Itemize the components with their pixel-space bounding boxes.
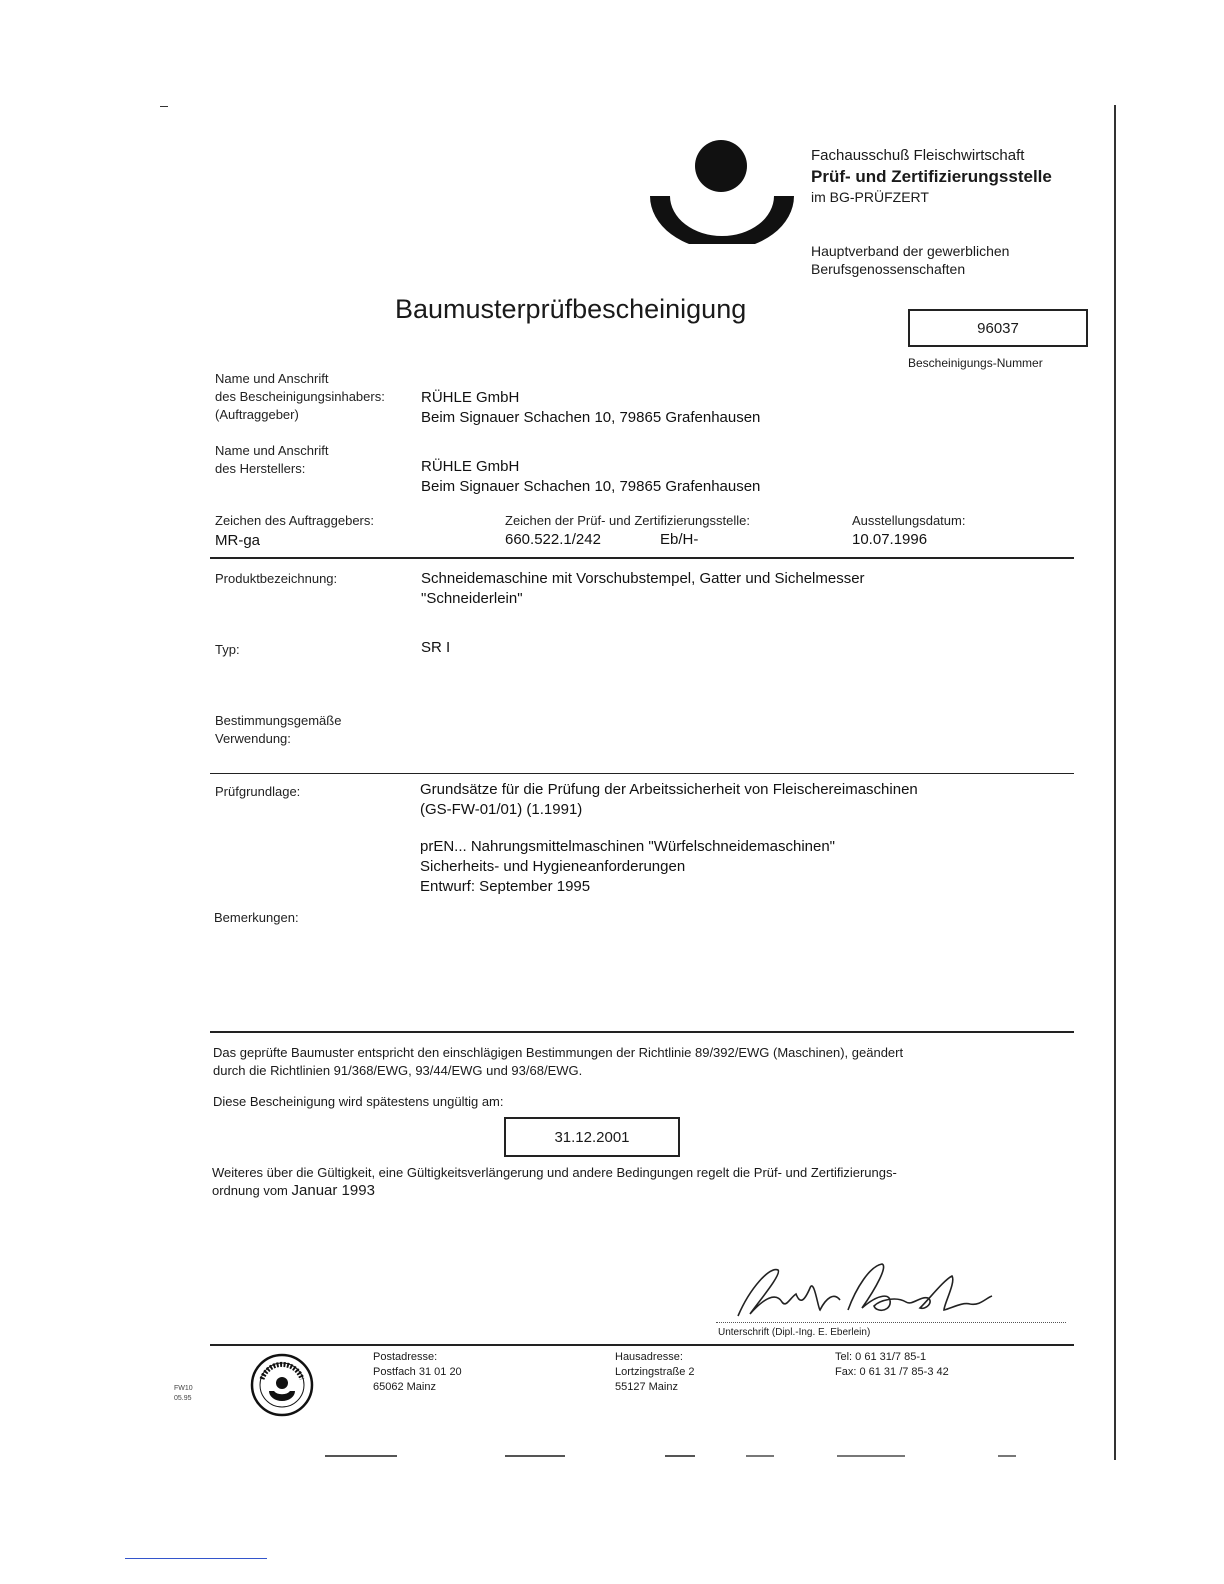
scan-dash-3 — [665, 1455, 695, 1457]
manufacturer-label — [215, 442, 328, 478]
issue-date-label: Ausstellungsdatum: — [852, 513, 966, 528]
corner-mark — [160, 106, 168, 107]
scan-dash-2 — [505, 1455, 565, 1457]
page-border-right — [1114, 105, 1116, 1460]
product-value — [421, 569, 865, 609]
manufacturer-name: RÜHLE GmbH — [421, 458, 520, 475]
form-code — [174, 1384, 193, 1404]
conformity-line1: Das geprüfte Baumuster entspricht den einschlägigen Bestimmungen der Richtlinie 89/392/EWG (Maschinen), geändert — [213, 1045, 904, 1060]
basis-line5: Entwurf: September 1995 — [420, 878, 591, 895]
form-code-line1: FW10 — [174, 1385, 193, 1392]
signature-line — [716, 1322, 1066, 1323]
validity-note-line2a: ordnung vom — [212, 1183, 288, 1198]
validity-date: 31.12.2001 — [554, 1128, 630, 1146]
house-line2: 55127 Mainz — [615, 1381, 678, 1393]
use-label-line1: Bestimmungsgemäße — [215, 713, 342, 728]
type-label: Typ: — [215, 642, 240, 657]
basis-value — [420, 780, 918, 897]
postal-line2: 65062 Mainz — [373, 1381, 436, 1393]
header-org — [811, 146, 1052, 206]
org-line1: Fachausschuß Fleischwirtschaft — [811, 147, 1025, 164]
manufacturer-label-line1: Name und Anschrift — [215, 443, 329, 458]
product-line2: "Schneiderlein" — [421, 590, 523, 607]
validity-note — [212, 1164, 1072, 1200]
client-ref-label: Zeichen des Auftraggebers: — [215, 513, 374, 528]
scan-dash-4 — [746, 1455, 774, 1457]
holder-name: RÜHLE GmbH — [421, 389, 520, 406]
validity-date-box — [504, 1117, 680, 1157]
manufacturer-label-line2: des Herstellers: — [215, 461, 306, 476]
office-ref-label: Zeichen der Prüf- und Zertifizierungsstelle: — [505, 513, 750, 528]
contact — [835, 1350, 949, 1380]
issue-date-value: 10.07.1996 — [852, 531, 928, 548]
org-line3: im BG-PRÜFZERT — [811, 189, 929, 205]
divider-3 — [210, 1031, 1074, 1033]
holder-label-line1: Name und Anschrift — [215, 371, 329, 386]
office-ref-value: 660.522.1/242 — [505, 531, 601, 548]
holder-label-line2: des Bescheinigungsinhabers: — [215, 389, 385, 404]
holder-label — [215, 370, 385, 424]
assoc-line1: Hauptverband der gewerblichen — [811, 243, 1010, 259]
fax: Fax: 0 61 31 /7 85-3 42 — [835, 1366, 949, 1378]
holder-label-line3: (Auftraggeber) — [215, 407, 299, 422]
divider-1 — [210, 557, 1074, 559]
use-label — [215, 712, 341, 748]
basis-line4: Sicherheits- und Hygieneanforderungen — [420, 858, 686, 875]
manufacturer-value — [421, 457, 760, 497]
conformity-line2: durch die Richtlinien 91/368/EWG, 93/44/EWG und 93/68/EWG. — [213, 1063, 583, 1078]
basis-line3: prEN... Nahrungsmittelmaschinen "Würfelschneidemaschinen" — [420, 838, 835, 855]
remarks-label: Bemerkungen: — [214, 910, 299, 925]
office-ref-suffix: Eb/H- — [660, 531, 699, 548]
basis-line2: (GS-FW-01/01) (1.1991) — [420, 801, 583, 818]
form-code-line2: 05.95 — [174, 1395, 192, 1402]
house-line1: Lortzingstraße 2 — [615, 1366, 695, 1378]
bg-pruefzert-seal — [250, 1353, 314, 1417]
phone: Tel: 0 61 31/7 85-1 — [835, 1351, 927, 1363]
manufacturer-address: Beim Signauer Schachen 10, 79865 Grafenhausen — [421, 478, 761, 495]
scan-dash-1 — [325, 1455, 397, 1457]
bottom-link-line — [125, 1558, 267, 1559]
divider-footer — [210, 1344, 1074, 1346]
assoc-line2: Berufsgenossenschaften — [811, 261, 966, 277]
header-assoc — [811, 242, 1009, 278]
client-ref-value: MR-ga — [215, 532, 261, 549]
conformity-text — [213, 1044, 1073, 1080]
basis-label: Prüfgrundlage: — [215, 784, 301, 799]
scan-dash-6 — [998, 1455, 1016, 1457]
product-label: Produktbezeichnung: — [215, 571, 338, 586]
certificate-number-box — [908, 309, 1088, 347]
validity-note-line1: Weiteres über die Gültigkeit, eine Gültigkeitsverlängerung und andere Bedingungen regelt die Prüf- und Zertifizierungs- — [212, 1165, 897, 1180]
type-value: SR I — [421, 639, 451, 656]
divider-2 — [210, 773, 1074, 774]
bg-logo — [648, 138, 810, 244]
postal-address — [373, 1350, 462, 1395]
use-label-line2: Verwendung: — [215, 731, 291, 746]
postal-line1: Postfach 31 01 20 — [373, 1366, 462, 1378]
signature — [730, 1258, 1000, 1328]
org-line2: Prüf- und Zertifizierungsstelle — [811, 167, 1052, 186]
validity-label: Diese Bescheinigung wird spätestens ungültig am: — [213, 1094, 504, 1109]
house-address — [615, 1350, 694, 1395]
postal-label: Postadresse: — [373, 1351, 438, 1363]
product-line1: Schneidemaschine mit Vorschubstempel, Gatter und Sichelmesser — [421, 570, 865, 587]
certificate-number: 96037 — [977, 319, 1019, 337]
holder-value — [421, 388, 760, 428]
holder-address: Beim Signauer Schachen 10, 79865 Grafenhausen — [421, 409, 761, 426]
page-title: Baumusterprüfbescheinigung — [395, 294, 747, 324]
validity-note-line2b: Januar 1993 — [291, 1182, 375, 1199]
certificate-number-label: Bescheinigungs-Nummer — [908, 356, 1043, 370]
scan-dash-5 — [837, 1455, 905, 1457]
signature-caption: Unterschrift (Dipl.-Ing. E. Eberlein) — [718, 1327, 871, 1338]
house-label: Hausadresse: — [615, 1351, 683, 1363]
basis-line1: Grundsätze für die Prüfung der Arbeitssicherheit von Fleischereimaschinen — [420, 781, 918, 798]
